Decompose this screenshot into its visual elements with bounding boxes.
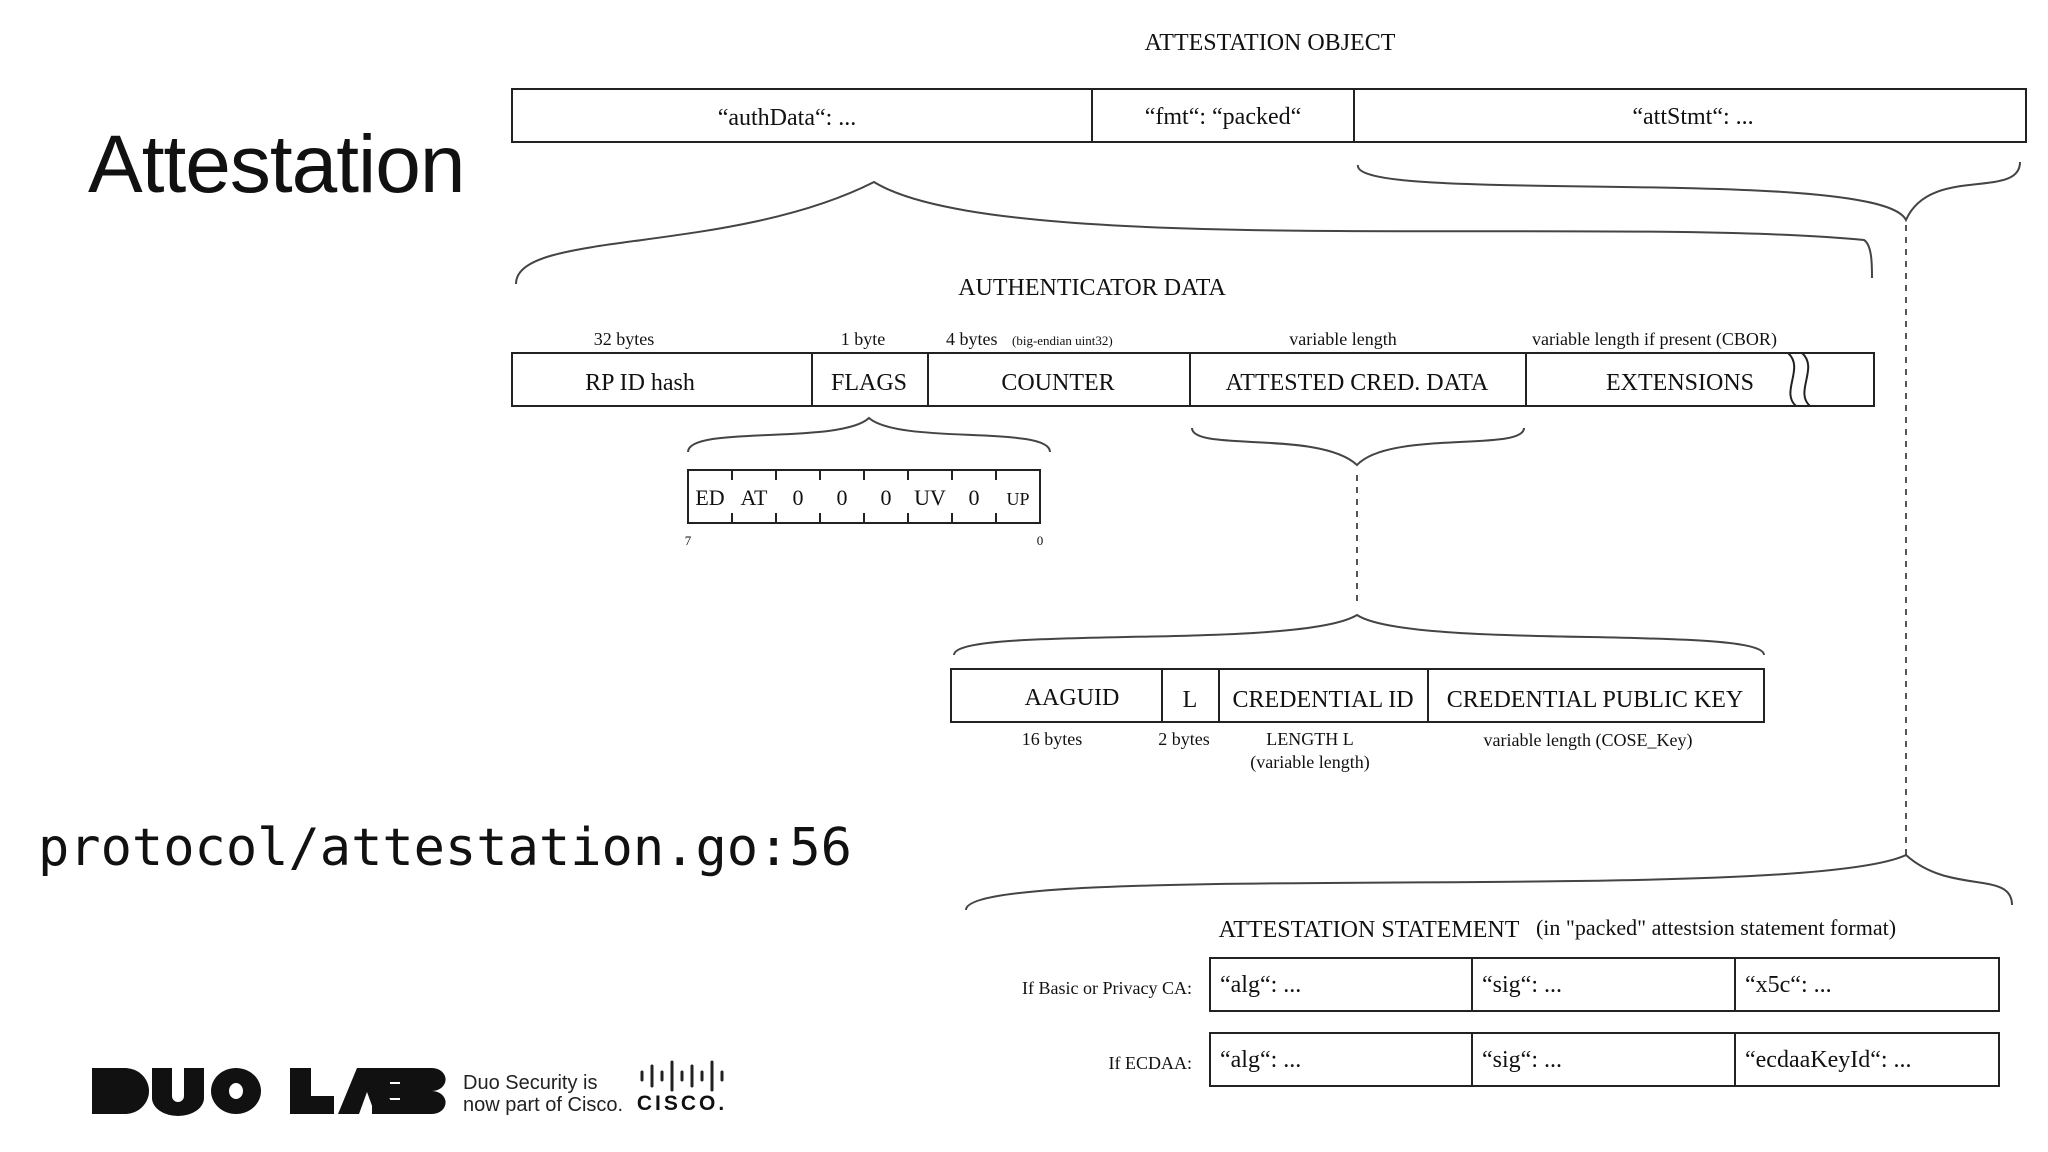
rpid-hash-field: RP ID hash	[585, 370, 695, 396]
flag-bit-at: AT	[740, 485, 768, 510]
cisco-wordmark: CISCO.	[636, 1092, 728, 1115]
cisco-logo	[642, 1062, 722, 1090]
authenticator-data-heading: AUTHENTICATOR DATA	[958, 275, 1226, 301]
size-label-credential-id-note: (variable length)	[1250, 752, 1370, 772]
size-label-counter: 4 bytes	[946, 329, 998, 349]
flag-bit-up: UP	[1006, 489, 1030, 509]
flags-msb-label: 7	[684, 533, 692, 548]
row-label-basic: If Basic or Privacy CA:	[1022, 978, 1192, 998]
aaguid-field: AAGUID	[1024, 685, 1120, 711]
flag-bit-5: 0	[792, 485, 804, 510]
attested-cred-brace	[1192, 428, 1524, 465]
attstmt-field: “attStmt“: ...	[1632, 104, 1754, 130]
flag-bit-uv: UV	[914, 485, 946, 510]
authdata-brace	[516, 182, 1872, 284]
attestation-statement-subheading: (in "packed" attestsion statement format)	[1535, 915, 1897, 940]
flags-field: FLAGS	[830, 370, 908, 396]
size-label-public-key: variable length (COSE_Key)	[1483, 730, 1693, 750]
authdata-field: “authData“: ...	[717, 105, 857, 131]
size-label-flags: 1 byte	[840, 329, 886, 349]
attested-cred-data-field: ATTESTED CRED. DATA	[1225, 370, 1489, 396]
credential-public-key-field: CREDENTIAL PUBLIC KEY	[1446, 687, 1744, 713]
size-label-extensions: variable length if present (CBOR)	[1532, 329, 1777, 349]
l-field: L	[1182, 687, 1198, 713]
attestation-object-heading: ATTESTATION OBJECT	[1144, 30, 1396, 56]
ecdaa-alg-cell: “alg“: ...	[1220, 1047, 1302, 1073]
flag-bit-1: 0	[968, 485, 980, 510]
size-label-attested: variable length	[1289, 329, 1397, 349]
size-label-rpid: 32 bytes	[593, 329, 655, 349]
size-label-l: 2 bytes	[1158, 729, 1210, 749]
flag-bit-4: 0	[836, 485, 848, 510]
counter-field: COUNTER	[1001, 370, 1115, 396]
ecdaa-keyid-cell: “ecdaaKeyId“: ...	[1745, 1047, 1912, 1073]
attested-cred-expand-brace	[954, 615, 1764, 655]
flag-bit-3: 0	[880, 485, 892, 510]
basic-ca-row-box	[1210, 958, 1999, 1011]
slide-title: Attestation	[88, 119, 465, 210]
basic-alg-cell: “alg“: ...	[1220, 972, 1302, 998]
size-label-counter-note: (big-endian uint32)	[1012, 333, 1113, 348]
attstmt-brace	[1358, 162, 2020, 220]
fmt-field: “fmt“: “packed“	[1144, 104, 1302, 130]
size-label-aaguid: 16 bytes	[1021, 729, 1083, 749]
duo-labs-s-block	[372, 1068, 418, 1114]
ecdaa-sig-cell: “sig“: ...	[1482, 1047, 1562, 1073]
size-label-credential-id: LENGTH L	[1266, 729, 1354, 749]
flags-brace	[688, 418, 1050, 452]
row-label-ecdaa: If ECDAA:	[1108, 1053, 1192, 1073]
credential-id-field: CREDENTIAL ID	[1232, 687, 1414, 713]
attestation-statement-heading: ATTESTATION STATEMENT	[1218, 917, 1520, 943]
attstmt-expand-brace	[966, 855, 2012, 910]
flags-lsb-label: 0	[1036, 533, 1044, 548]
cisco-tagline: Duo Security is now part of Cisco.	[463, 1072, 624, 1116]
code-reference: protocol/attestation.go:56	[38, 818, 852, 878]
flag-bit-ed: ED	[695, 485, 725, 510]
basic-sig-cell: “sig“: ...	[1482, 972, 1562, 998]
extensions-field: EXTENSIONS	[1606, 370, 1754, 396]
basic-x5c-cell: “x5c“: ...	[1745, 972, 1832, 998]
